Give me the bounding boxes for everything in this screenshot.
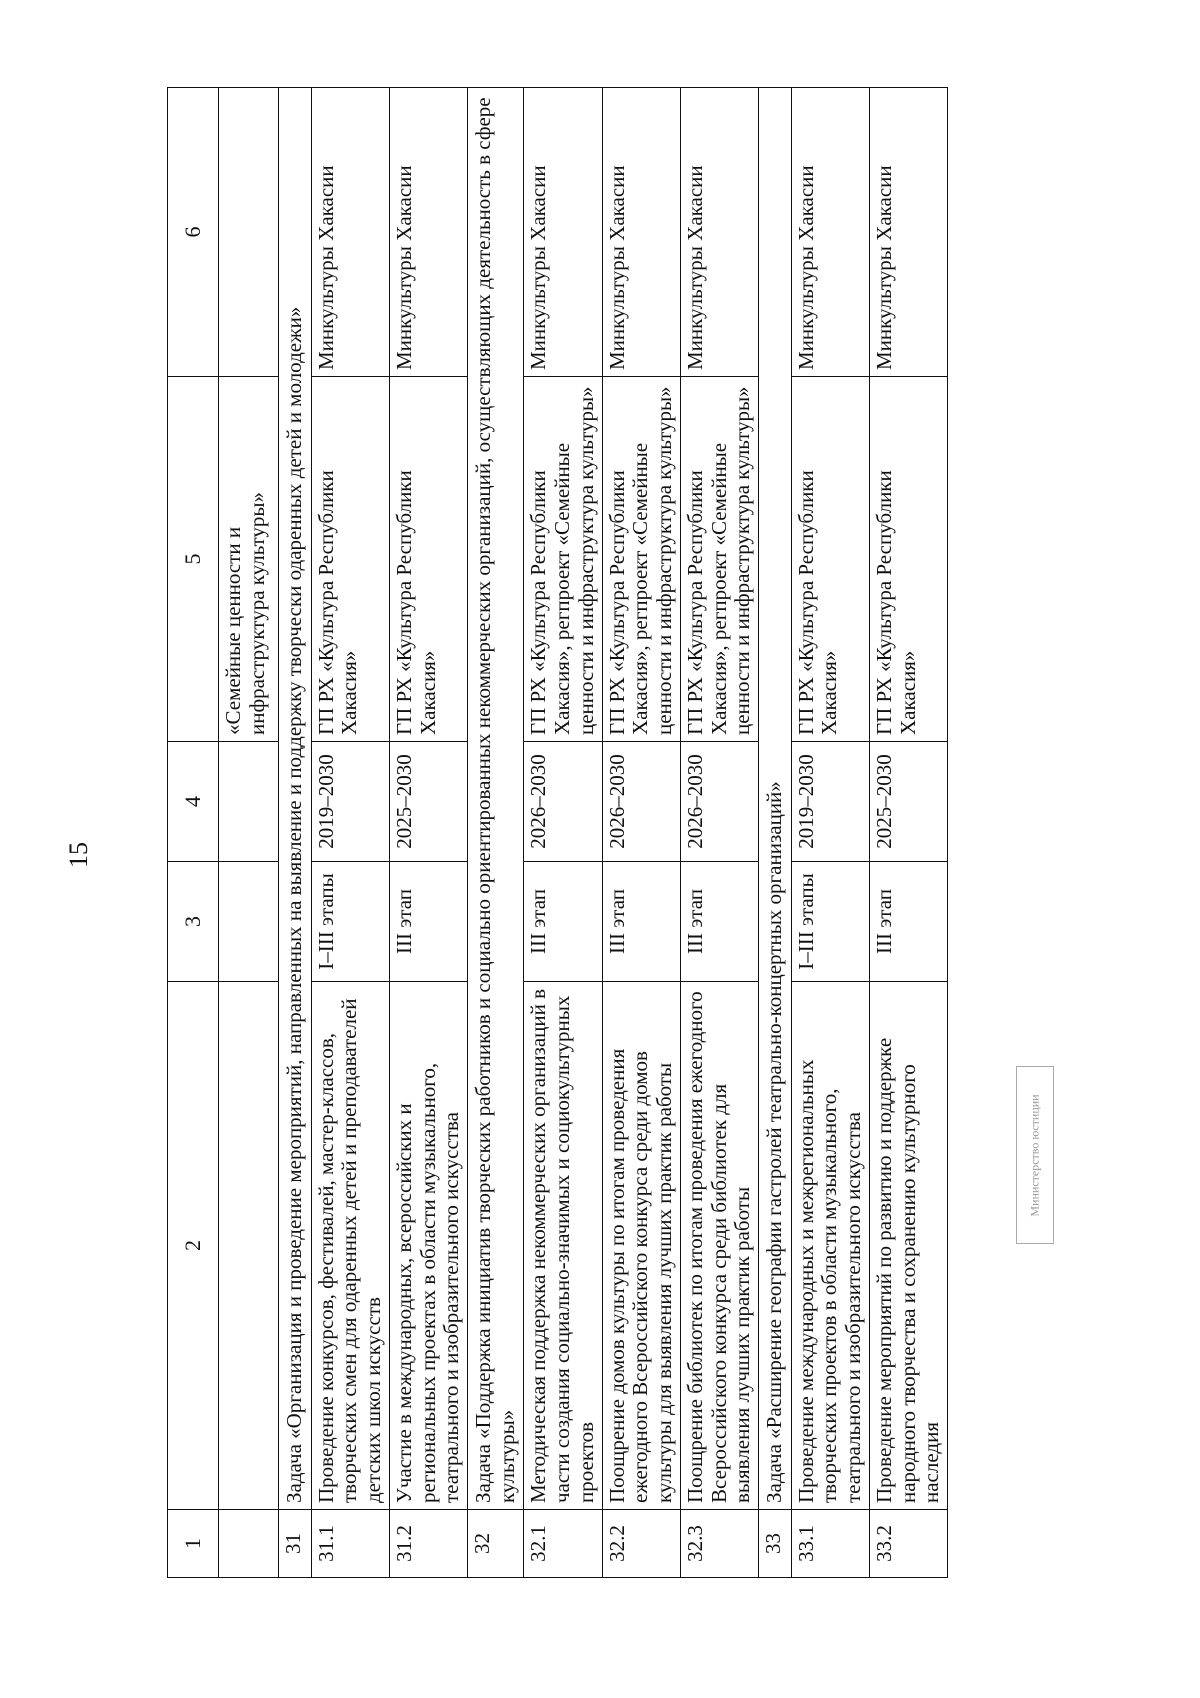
- measure-text: Участие в международных, всероссийских и региональных проектах в области музыкального, театрального и изобразительного искусства: [389, 982, 467, 1510]
- task-row: [468, 88, 524, 1578]
- col-header-2: 2: [168, 982, 219, 1510]
- program-cell: ГП РХ «Культура Республики Хакасия»: [869, 377, 947, 742]
- col-header-6: 6: [168, 88, 219, 377]
- row-number: 31.1: [311, 1510, 389, 1578]
- executor-cell: Минкультуры Хакасии: [680, 88, 758, 377]
- measure-text: Методическая поддержка некоммерческих организаций в части создания социально-значимых и социокультурных проектов: [524, 982, 602, 1510]
- executor-cell: Минкультуры Хакасии: [311, 88, 389, 377]
- executor-cell: Минкультуры Хакасии: [524, 88, 602, 377]
- row-number: 31: [279, 1510, 312, 1578]
- row-number: 32.3: [680, 1510, 758, 1578]
- measure-text: Поощрение домов культуры по итогам проведения ежегодного Всероссийского конкурса среди домов культуры для выявления лучших практик работы: [602, 982, 680, 1510]
- header-row: [168, 88, 219, 1578]
- stage-cell: I–III этапы: [791, 862, 869, 982]
- stage-cell: III этап: [869, 862, 947, 982]
- executor-cell: Минкультуры Хакасии: [389, 88, 467, 377]
- table-row: [680, 88, 758, 1578]
- stage-cell: III этап: [680, 862, 758, 982]
- table-row: [791, 88, 869, 1578]
- executor-cell: Минкультуры Хакасии: [869, 88, 947, 377]
- measure-text: Проведение мероприятий по развитию и поддержке народного творчества и сохранению культурного наследия: [869, 982, 947, 1510]
- measures-table: [167, 87, 948, 1578]
- col-header-1: 1: [168, 1510, 219, 1578]
- row-number: 32.2: [602, 1510, 680, 1578]
- years-cell: 2019–2030: [311, 742, 389, 862]
- program-cell: ГП РХ «Культура Республики Хакасия», регпроект «Семейные ценности и инфраструктура культуры»: [602, 377, 680, 742]
- page-number: 15: [64, 842, 93, 868]
- stage-cell: I–III этапы: [311, 862, 389, 982]
- measure-text: Проведение международных и межрегиональных творческих проектов в области музыкального, театрального и изобразительного искусства: [791, 982, 869, 1510]
- stage-cell: III этап: [389, 862, 467, 982]
- row-number: 31.2: [389, 1510, 467, 1578]
- col-header-5: 5: [168, 377, 219, 742]
- program-cell: ГП РХ «Культура Республики Хакасия»: [389, 377, 467, 742]
- measure-text: Поощрение библиотек по итогам проведения ежегодного Всероссийского конкурса среди библиотек для выявления лучших практик работы: [680, 982, 758, 1510]
- col-header-3: 3: [168, 862, 219, 982]
- years-cell: 2025–2030: [389, 742, 467, 862]
- task-text: Задача «Поддержка инициатив творческих работников и социально ориентированных некоммерческих организаций, осуществляющих деятельность в сфере культуры»: [468, 88, 524, 1510]
- years-cell: 2026–2030: [680, 742, 758, 862]
- table-row: [389, 88, 467, 1578]
- program-cell: «Семейные ценности и инфраструктура культуры»: [219, 377, 279, 742]
- years-cell: 2019–2030: [791, 742, 869, 862]
- task-row: [758, 88, 791, 1578]
- col-header-4: 4: [168, 742, 219, 862]
- stage-cell: III этап: [602, 862, 680, 982]
- task-text: Задача «Организация и проведение мероприятий, направленных на выявление и поддержку творчески одаренных детей и молодежи»: [279, 88, 312, 1510]
- program-cell: ГП РХ «Культура Республики Хакасия», регпроект «Семейные ценности и инфраструктура культуры»: [524, 377, 602, 742]
- table-row: [524, 88, 602, 1578]
- rotated-table-container: [167, 88, 1042, 1578]
- executor-cell: Минкультуры Хакасии: [791, 88, 869, 377]
- stage-cell: III этап: [524, 862, 602, 982]
- program-cell: ГП РХ «Культура Республики Хакасия», регпроект «Семейные ценности и инфраструктура культуры»: [680, 377, 758, 742]
- measure-text: Проведение конкурсов, фестивалей, мастер-классов, творческих смен для одаренных детей и преподавателей детских школ искусств: [311, 982, 389, 1510]
- task-text: Задача «Расширение географии гастролей театрально-концертных организаций»: [758, 88, 791, 1510]
- table-row: [869, 88, 947, 1578]
- years-cell: 2026–2030: [524, 742, 602, 862]
- row-number: 32.1: [524, 1510, 602, 1578]
- table-row: [602, 88, 680, 1578]
- program-cell: ГП РХ «Культура Республики Хакасия»: [311, 377, 389, 742]
- continuation-row: [219, 88, 279, 1578]
- table-row: [311, 88, 389, 1578]
- row-number: 33.1: [791, 1510, 869, 1578]
- row-number: 33: [758, 1510, 791, 1578]
- task-row: [279, 88, 312, 1578]
- row-number: 33.2: [869, 1510, 947, 1578]
- years-cell: 2026–2030: [602, 742, 680, 862]
- years-cell: 2025–2030: [869, 742, 947, 862]
- row-number: 32: [468, 1510, 524, 1578]
- stamp-watermark: Министерство юстиции: [1016, 1066, 1054, 1244]
- program-cell: ГП РХ «Культура Республики Хакасия»: [791, 377, 869, 742]
- executor-cell: Минкультуры Хакасии: [602, 88, 680, 377]
